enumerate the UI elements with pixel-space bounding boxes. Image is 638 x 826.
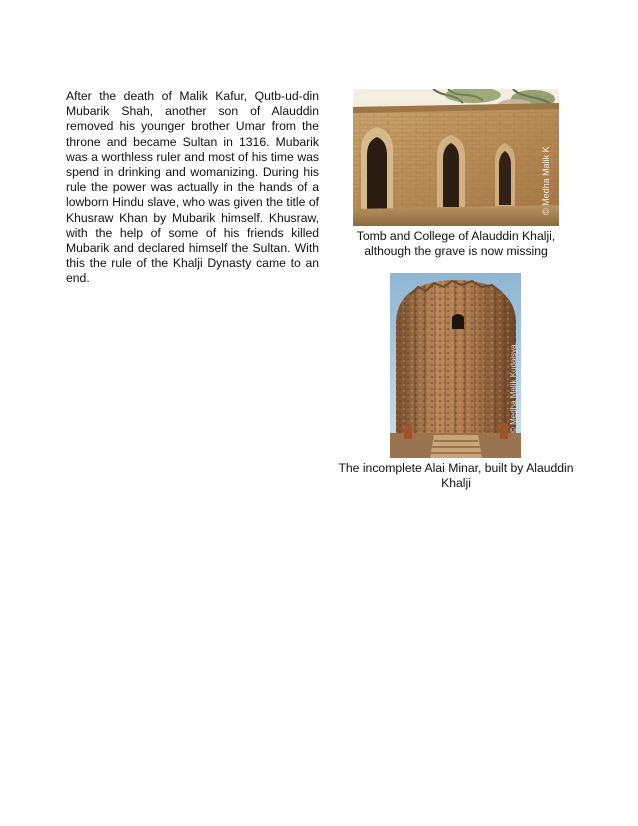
body-paragraph: After the death of Malik Kafur, Qutb-ud-din Mubarik Shah, another son of Alauddin removed his younger brother Umar from the throne and became Sultan in 1316. Mubarik was a worthless ruler and most of his time was spend in drinking and womanizing. During his rule the power was actually in the hands of a lowborn Hindu slave, who was given the title of Khusraw Khan by Mubarik himself. Khusraw, with the help of some of his friends killed Mubarik and declared himself the Sultan. With this the rule of the Khalji Dynasty came to an end. bbox=[66, 89, 319, 286]
watermark-text: © Medha Malik Kudaisya bbox=[509, 344, 518, 433]
alai-minar-caption: The incomplete Alai Minar, built by Alauddin Khalji bbox=[338, 461, 574, 490]
watermark-text: © Medha Malik K bbox=[541, 146, 551, 215]
alai-minar-photo bbox=[390, 273, 521, 458]
tomb-photo bbox=[353, 89, 559, 226]
tomb-caption: Tomb and College of Alauddin Khalji, although the grave is now missing bbox=[356, 229, 556, 258]
